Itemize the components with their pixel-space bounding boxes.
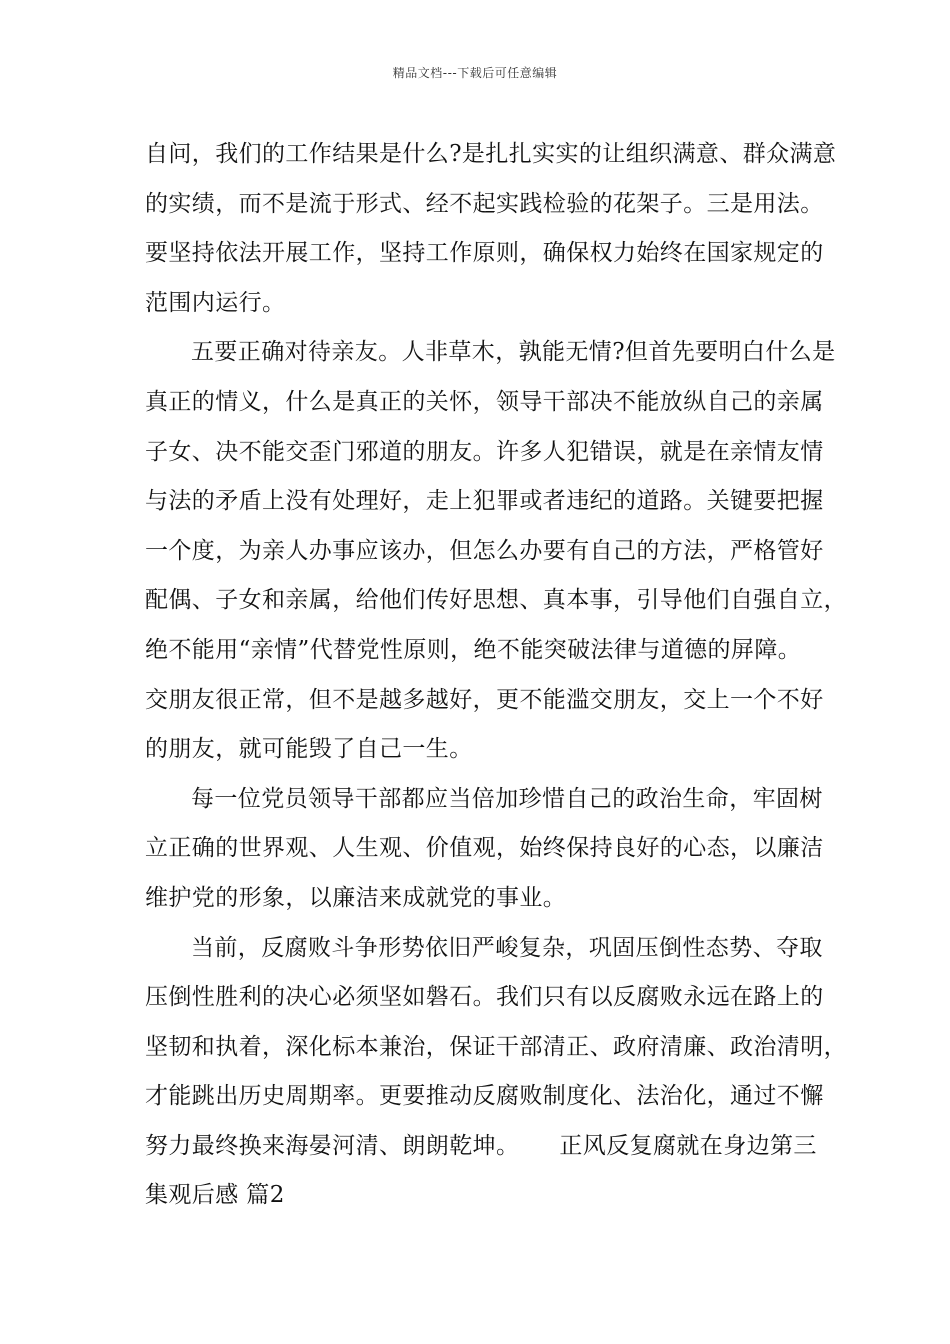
text-line: 压倒性胜利的决心必须坚如磐石。我们只有以反腐败永远在路上的 [145, 984, 824, 1011]
body-text [145, 130, 847, 1221]
text-line: 坚韧和执着，深化标本兼治，保证干部清正、政府清廉、政治清明， [145, 1033, 847, 1060]
page-header: 精品文档---下载后可任意编辑 [392, 66, 558, 80]
text-line: 一个度，为亲人办事应该办，但怎么办要有自己的方法，严格管好 [145, 537, 824, 564]
text-line: 才能跳出历史周期率。更要推动反腐败制度化、法治化，通过不懈 [145, 1083, 824, 1110]
text-line: 配偶、子女和亲属，给他们传好思想、真本事，引导他们自强自立， [145, 587, 847, 614]
text-line: 的朋友，就可能毁了自己一生。 [145, 736, 473, 763]
text-line-tail: 努力最终换来海晏河清、朗朗乾坤。 [145, 1132, 520, 1159]
text-line: 绝不能用“亲情”代替党性原则，绝不能突破法律与道德的屏障。 [145, 636, 802, 663]
paragraph-start-line: 五要正确对待亲友。人非草木，孰能无情?但首先要明白什么是 [191, 339, 836, 366]
text-line: 范围内运行。 [145, 289, 286, 316]
text-line: 立正确的世界观、人生观、价值观，始终保持良好的心态，以廉洁 [145, 835, 824, 862]
text-line: 与法的矛盾上没有处理好，走上犯罪或者违纪的道路。关键要把握 [145, 488, 824, 515]
text-line: 真正的情义，什么是真正的关怀，领导干部决不能放纵自己的亲属 [145, 388, 824, 415]
section-title-start: 正风反复腐就在身边第三 [559, 1132, 817, 1159]
paragraph-start-line: 当前，反腐败斗争形势依旧严峻复杂，巩固压倒性态势、夺取 [191, 934, 823, 961]
text-line: 的实绩，而不是流于形式、经不起实践检验的花架子。三是用法。 [145, 190, 824, 217]
text-line-with-title [145, 1122, 817, 1172]
section-title-end: 集观后感 篇2 [145, 1182, 285, 1209]
text-line: 自问，我们的工作结果是什么?是扎扎实实的让组织满意、群众满意 [145, 141, 837, 167]
paragraph-start-line: 每一位党员领导干部都应当倍加珍惜自己的政治生命，牢固树 [191, 785, 823, 812]
text-line: 维护党的形象，以廉洁来成就党的事业。 [145, 884, 567, 911]
text-line: 要坚持依法开展工作，坚持工作原则，确保权力始终在国家规定的 [145, 240, 824, 267]
text-line: 子女、决不能交歪门邪道的朋友。许多人犯错误，就是在亲情友情 [145, 438, 824, 465]
text-line: 交朋友很正常，但不是越多越好，更不能滥交朋友，交上一个不好 [145, 686, 824, 713]
